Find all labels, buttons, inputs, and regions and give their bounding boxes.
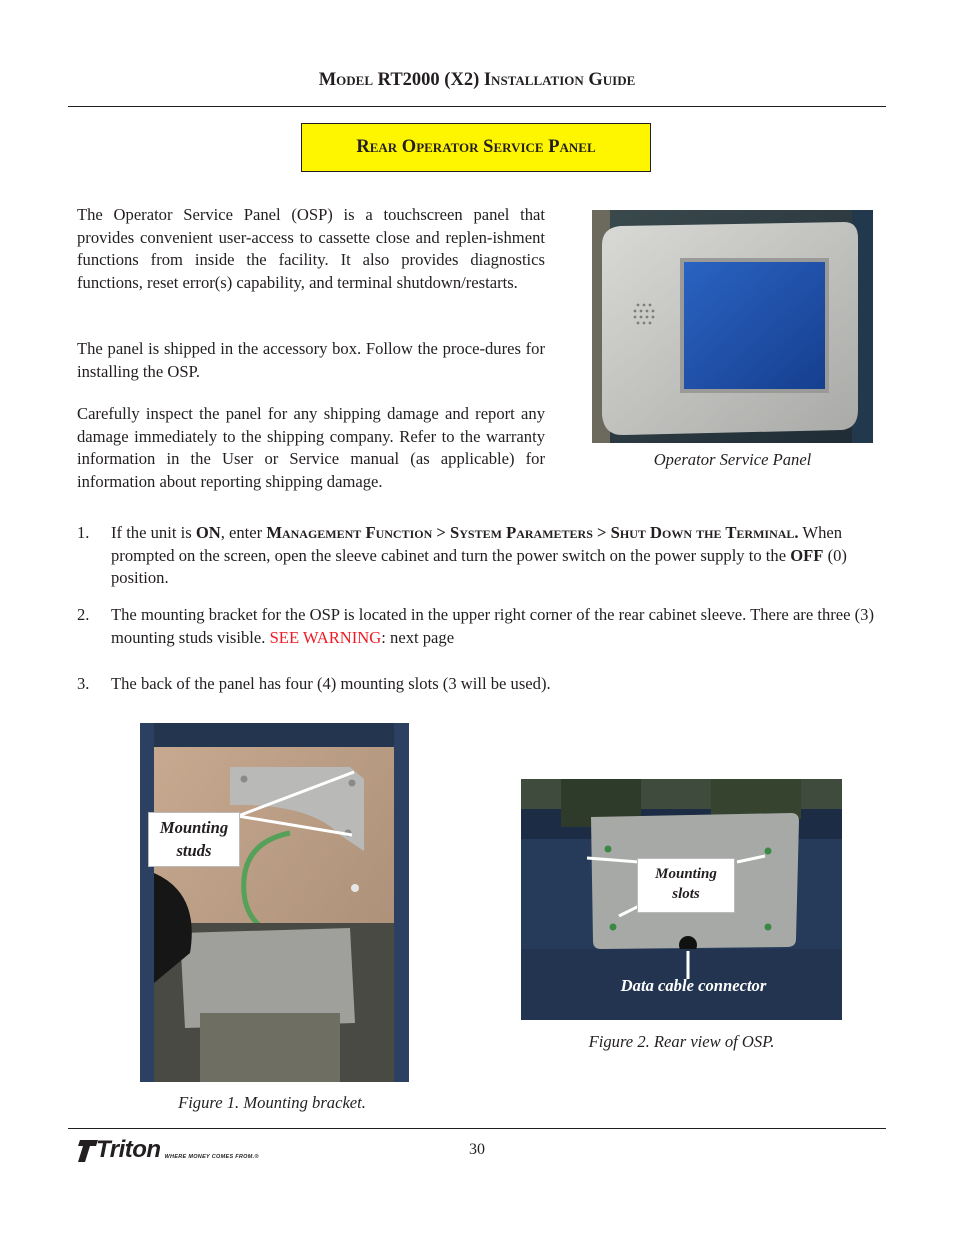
- figure-1-pointer-lines: [140, 723, 409, 1082]
- osp-photo-caption: Operator Service Panel: [653, 450, 812, 469]
- header-title-part-2: RT2000 (X2): [373, 70, 484, 90]
- step-1-on: ON: [195, 523, 221, 542]
- mounting-slots-callout: [637, 858, 735, 913]
- step-2-text-b: : next page: [381, 627, 455, 647]
- section-title-box: [301, 123, 651, 172]
- figure-2-caption: Figure 2. Rear view of OSP.: [588, 1032, 775, 1051]
- triton-logo-wordmark: Triton: [96, 1136, 161, 1163]
- mounting-slots-callout-line-1: Mounting: [655, 866, 717, 882]
- intro-paragraph-1: The Operator Service Panel (OSP) is a touchscreen panel that provides convenient user-access to cassette close and replen-ishment functions from inside the facility. It also provides diagnostics functions, reset error(s) capability, and terminal shutdown/restarts.: [77, 205, 545, 293]
- figure-2-pointer-line: [619, 906, 639, 916]
- figure-2-pointer-line: [587, 858, 639, 862]
- step-1-number: 1.: [77, 523, 90, 542]
- step-1-menu-path: Management Function > System Parameters > Shut Down the Terminal.: [266, 523, 799, 542]
- data-cable-connector-label: Data cable connector: [620, 976, 767, 995]
- see-warning-link[interactable]: SEE WARNING: [269, 627, 382, 647]
- section-title: Rear Operator Service Panel: [356, 137, 596, 157]
- step-2-number: 2.: [77, 605, 90, 624]
- intro-paragraph-3: Carefully inspect the panel for any shipping damage and report any damage immediately to the shipping company. Refer to the warranty information in the User or Service manual (as applicable) for information about reporting shipping damage.: [77, 404, 545, 492]
- figure-1-caption: Figure 1. Mounting bracket.: [178, 1093, 366, 1112]
- document-header-title: [0, 70, 954, 91]
- step-1-text-e: When prompted on the screen, open the sleeve cabinet and turn the power switch on the power supply to the: [111, 523, 843, 565]
- step-3-number: 3.: [77, 674, 90, 693]
- footer-rule: [68, 1128, 886, 1129]
- figure-1-pointer-line: [238, 816, 352, 835]
- step-1-text-a: If the unit is: [111, 523, 196, 542]
- mounting-slots-callout-line-2: slots: [672, 886, 700, 902]
- step-1-text: [111, 522, 881, 590]
- step-1-text-c: , enter: [220, 523, 267, 542]
- figure-2-pointer-line: [737, 856, 765, 862]
- step-1-off: OFF: [790, 545, 824, 565]
- mounting-studs-callout-line-2: studs: [176, 841, 212, 860]
- step-3-text: The back of the panel has four (4) mounting slots (3 will be used).: [111, 674, 551, 693]
- header-title-part-1: Model: [318, 70, 373, 90]
- page-number: 30: [469, 1141, 485, 1158]
- step-2-text: [111, 604, 881, 649]
- step-1-text-g: (0) position.: [111, 545, 847, 588]
- intro-paragraph-2: The panel is shipped in the accessory box. Follow the proce-dures for installing the OSP.: [77, 339, 545, 381]
- figure-1-pointer-line: [238, 772, 354, 816]
- header-rule: [68, 106, 886, 107]
- header-title-part-3: Installation Guide: [483, 70, 636, 90]
- triton-tagline: WHERE MONEY COMES FROM.®: [164, 1154, 259, 1160]
- mounting-studs-callout: [148, 812, 240, 867]
- mounting-studs-callout-line-1: Mounting: [159, 818, 229, 837]
- step-2-text-a: The mounting bracket for the OSP is located in the upper right corner of the rear cabinet sleeve. There are three (3) mounting studs visible.: [111, 605, 875, 647]
- osp-photo: [592, 210, 873, 443]
